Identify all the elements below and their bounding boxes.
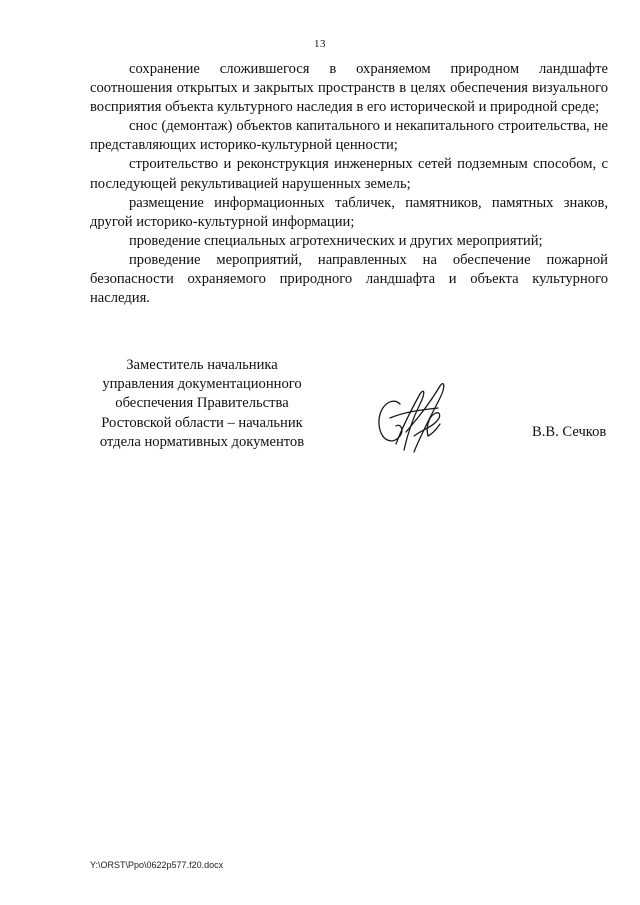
signatory-name: В.В. Сечков [532,424,607,440]
signatory-title-line: управления документационного [102,376,302,393]
handwritten-signature [370,376,460,456]
signatory-title [92,356,312,452]
paragraph-information-plaques: размещение информационных табличек, памятников, памятных знаков, другой историко-культурной информации; [90,194,608,230]
signatory-title-line: Ростовской области – начальник [101,414,303,431]
paragraph-fire-safety: проведение мероприятий, направленных на обеспечение пожарной безопасности охраняемого природного ландшафта и объекта культурного наследия. [90,251,608,307]
paragraph-engineering-networks: строительство и реконструкция инженерных сетей подземным способом, с последующей рекультивацией нарушенных земель; [90,156,608,192]
signatory-title-line: обеспечения Правительства [115,395,289,412]
paragraph-landscape-preservation: сохранение сложившегося в охраняемом природном ландшафте соотношения открытых и закрытых пространств в целях обеспечения визуального восприятия объекта культурного наследия в его исторической и природной среде; [90,61,608,116]
document-body [90,60,608,308]
signatory-title-line: Заместитель начальника [126,357,278,373]
paragraph-demolition: снос (демонтаж) объектов капитального и некапитального строительства, не представляющих историко-культурной ценности; [90,118,608,154]
page-number: 13 [314,38,326,50]
footer-file-path: Y:\ORST\Ppo\0622p577.f20.docx [90,860,224,870]
paragraph-agrotechnical-measures: проведение специальных агротехнических и других мероприятий; [129,232,543,249]
signatory-title-line: отдела нормативных документов [99,433,305,450]
